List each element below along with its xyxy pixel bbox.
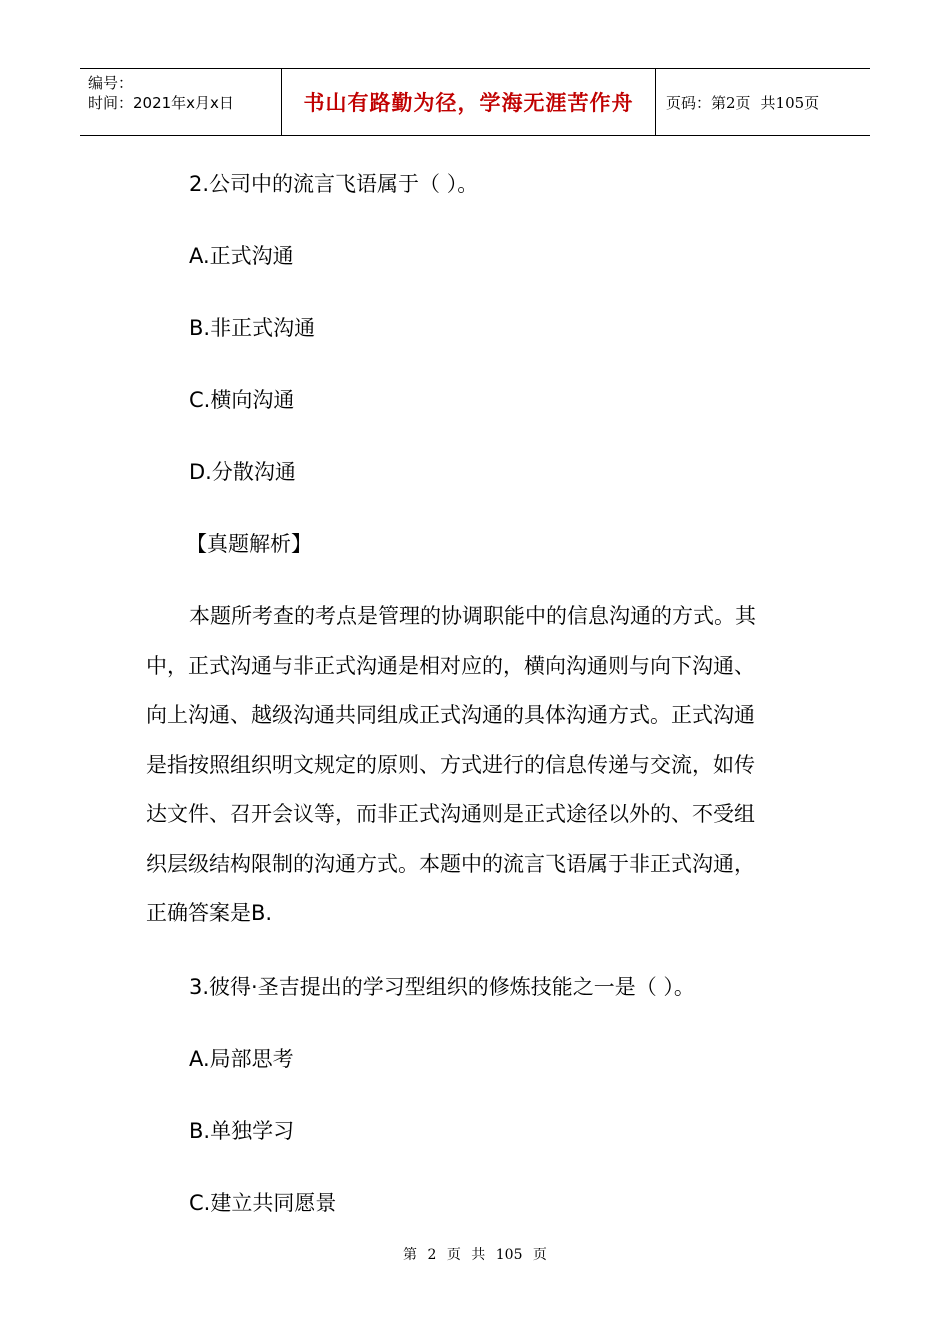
q3-option-b: B.单独学习 — [189, 1119, 295, 1143]
analysis-line: 达文件、召开会议等，而非正式沟通则是正式途径以外的、不受组 — [146, 802, 755, 826]
header-motto: 书山有路勤为径，学海无涯苦作舟 — [282, 69, 656, 135]
analysis-line: 是指按照组织明文规定的原则、方式进行的信息传递与交流，如传 — [146, 752, 755, 777]
total-pages-label: 共105页 — [760, 93, 820, 112]
analysis-heading: 【真题解析】 — [186, 532, 312, 556]
q3-option-a: A.局部思考 — [189, 1047, 294, 1071]
question-2: 2.公司中的流言飞语属于（ ）。 — [189, 172, 479, 196]
analysis-line: 正确答案是B. — [146, 901, 273, 925]
header-page-info — [656, 69, 870, 135]
q2-option-c: C.横向沟通 — [189, 388, 295, 412]
page-footer: 第 2 页 共 105 页 — [403, 1247, 547, 1263]
question-3: 3.彼得·圣吉提出的学习型组织的修炼技能之一是（ ）。 — [189, 975, 695, 999]
q3-option-c: C.建立共同愿景 — [189, 1191, 337, 1215]
q2-option-b: B.非正式沟通 — [189, 316, 316, 340]
q2-option-a: A.正式沟通 — [189, 244, 294, 268]
serial-label: 编号： — [88, 74, 134, 92]
analysis-line: 织层级结构限制的沟通方式。本题中的流言飞语属于非正式沟通， — [146, 851, 755, 876]
q2-option-d: D.分散沟通 — [189, 460, 296, 484]
analysis-line: 本题所考查的考点是管理的协调职能中的信息沟通的方式。其 — [189, 604, 756, 628]
page-header — [80, 68, 870, 136]
time-label: 时间：2021年x月x日 — [88, 94, 234, 112]
page-number-label: 页码：第2页 — [666, 93, 751, 112]
analysis-line: 中，正式沟通与非正式沟通是相对应的，横向沟通则与向下沟通、 — [146, 653, 755, 678]
header-meta — [80, 69, 282, 135]
analysis-line: 向上沟通、越级沟通共同组成正式沟通的具体沟通方式。正式沟通 — [146, 703, 755, 727]
analysis-paragraph — [146, 592, 796, 939]
